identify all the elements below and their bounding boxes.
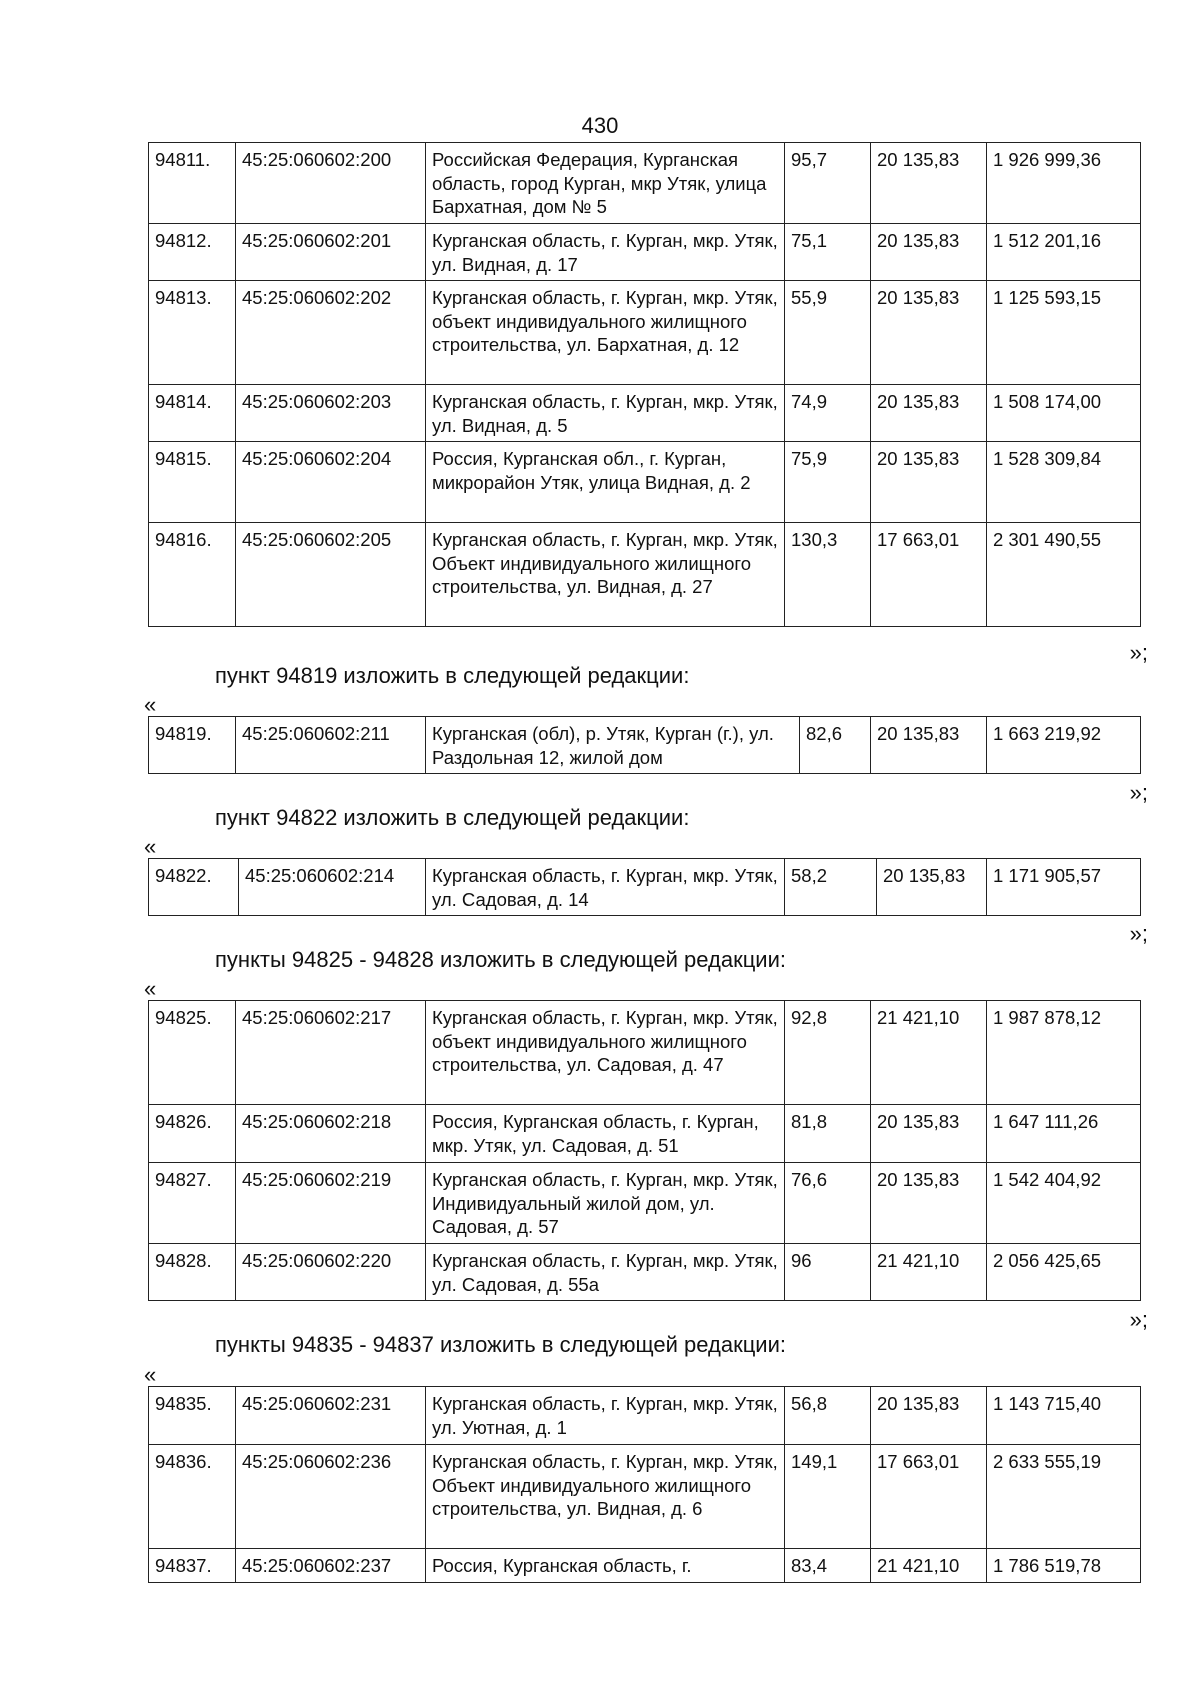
cadastral-value: 2 633 555,19	[987, 1445, 1141, 1549]
registry-table-1	[148, 142, 1141, 627]
address: Курганская область, г. Курган, мкр. Утяк, ул. Садовая, д. 55а	[426, 1244, 785, 1301]
address: Курганская область, г. Курган, мкр. Утяк, Индивидуальный жилой дом, ул. Садовая, д. 57	[426, 1163, 785, 1244]
cadastral-number: 45:25:060602:220	[236, 1244, 426, 1301]
area: 74,9	[785, 385, 871, 442]
address: Курганская область, г. Курган, мкр. Утяк, Объект индивидуального жилищного строительства, ул. Видная, д. 27	[426, 523, 785, 627]
cadastral-number: 45:25:060602:204	[236, 442, 426, 523]
table-row	[149, 1163, 1141, 1244]
cadastral-value: 1 786 519,78	[987, 1549, 1141, 1583]
table-row	[149, 1244, 1141, 1301]
row-number: 94819.	[149, 717, 236, 774]
closing-quote: »;	[1129, 1307, 1148, 1332]
unit-price: 17 663,01	[871, 523, 987, 627]
table-row	[149, 143, 1141, 224]
table-row	[149, 281, 1141, 385]
amendment-paragraph: пункт 94819 изложить в следующей редакции:	[215, 663, 690, 688]
registry-table-5	[148, 1386, 1141, 1583]
row-number: 94812.	[149, 224, 236, 281]
address: Россия, Курганская область, г. Курган, мкр. Утяк, ул. Садовая, д. 51	[426, 1105, 785, 1163]
cadastral-value: 2 301 490,55	[987, 523, 1141, 627]
cadastral-value: 1 542 404,92	[987, 1163, 1141, 1244]
row-number: 94836.	[149, 1445, 236, 1549]
area: 56,8	[785, 1387, 871, 1445]
cadastral-value: 2 056 425,65	[987, 1244, 1141, 1301]
cadastral-value: 1 528 309,84	[987, 442, 1141, 523]
area: 83,4	[785, 1549, 871, 1583]
cadastral-value: 1 125 593,15	[987, 281, 1141, 385]
table-row	[149, 1387, 1141, 1445]
row-number: 94837.	[149, 1549, 236, 1583]
amendment-paragraph: пункты 94825 - 94828 изложить в следующей редакции:	[215, 947, 787, 972]
cadastral-number: 45:25:060602:211	[236, 717, 426, 774]
table-row	[149, 859, 1141, 916]
table-row	[149, 1105, 1141, 1163]
row-number: 94825.	[149, 1001, 236, 1105]
opening-quote: «	[144, 976, 157, 1001]
row-number: 94811.	[149, 143, 236, 224]
registry-table-3	[148, 858, 1141, 916]
amendment-paragraph: пункт 94822 изложить в следующей редакции:	[215, 805, 690, 830]
area: 149,1	[785, 1445, 871, 1549]
row-number: 94816.	[149, 523, 236, 627]
address: Курганская область, г. Курган, мкр. Утяк, ул. Садовая, д. 14	[426, 859, 785, 916]
address: Россия, Курганская область, г.	[426, 1549, 785, 1583]
row-number: 94814.	[149, 385, 236, 442]
table-row	[149, 1445, 1141, 1549]
area: 96	[785, 1244, 871, 1301]
unit-price: 20 135,83	[871, 442, 987, 523]
cadastral-value: 1 663 219,92	[987, 717, 1141, 774]
table-row	[149, 717, 1141, 774]
table-row	[149, 1001, 1141, 1105]
unit-price: 21 421,10	[871, 1549, 987, 1583]
closing-quote: »;	[1129, 921, 1148, 946]
closing-quote: »;	[1129, 640, 1148, 665]
registry-table-4	[148, 1000, 1141, 1301]
cadastral-value: 1 508 174,00	[987, 385, 1141, 442]
row-number: 94822.	[149, 859, 239, 916]
address: Россия, Курганская обл., г. Курган, микрорайон Утяк, улица Видная, д. 2	[426, 442, 785, 523]
unit-price: 21 421,10	[871, 1001, 987, 1105]
cadastral-number: 45:25:060602:218	[236, 1105, 426, 1163]
unit-price: 21 421,10	[871, 1244, 987, 1301]
cadastral-number: 45:25:060602:200	[236, 143, 426, 224]
area: 58,2	[785, 859, 877, 916]
address: Российская Федерация, Курганская область, город Курган, мкр Утяк, улица Бархатная, дом № 5	[426, 143, 785, 224]
unit-price: 17 663,01	[871, 1445, 987, 1549]
area: 82,6	[800, 717, 871, 774]
unit-price: 20 135,83	[871, 281, 987, 385]
unit-price: 20 135,83	[871, 1105, 987, 1163]
area: 75,9	[785, 442, 871, 523]
area: 55,9	[785, 281, 871, 385]
unit-price: 20 135,83	[877, 859, 987, 916]
area: 95,7	[785, 143, 871, 224]
address: Курганская область, г. Курган, мкр. Утяк, ул. Видная, д. 5	[426, 385, 785, 442]
opening-quote: «	[144, 692, 157, 717]
cadastral-value: 1 926 999,36	[987, 143, 1141, 224]
cadastral-number: 45:25:060602:205	[236, 523, 426, 627]
unit-price: 20 135,83	[871, 224, 987, 281]
cadastral-value: 1 512 201,16	[987, 224, 1141, 281]
cadastral-number: 45:25:060602:237	[236, 1549, 426, 1583]
address: Курганская область, г. Курган, мкр. Утяк, объект индивидуального жилищного строительства, ул. Садовая, д. 47	[426, 1001, 785, 1105]
amendment-paragraph: пункты 94835 - 94837 изложить в следующей редакции:	[215, 1332, 787, 1357]
table-row	[149, 1549, 1141, 1583]
table-row	[149, 442, 1141, 523]
address: Курганская область, г. Курган, мкр. Утяк, объект индивидуального жилищного строительства, ул. Бархатная, д. 12	[426, 281, 785, 385]
row-number: 94827.	[149, 1163, 236, 1244]
opening-quote: «	[144, 834, 157, 859]
closing-quote: »;	[1129, 780, 1148, 805]
area: 81,8	[785, 1105, 871, 1163]
address: Курганская область, г. Курган, мкр. Утяк, ул. Уютная, д. 1	[426, 1387, 785, 1445]
cadastral-number: 45:25:060602:231	[236, 1387, 426, 1445]
row-number: 94828.	[149, 1244, 236, 1301]
cadastral-number: 45:25:060602:217	[236, 1001, 426, 1105]
unit-price: 20 135,83	[871, 143, 987, 224]
area: 75,1	[785, 224, 871, 281]
area: 92,8	[785, 1001, 871, 1105]
cadastral-number: 45:25:060602:219	[236, 1163, 426, 1244]
row-number: 94826.	[149, 1105, 236, 1163]
registry-table-2	[148, 716, 1141, 774]
unit-price: 20 135,83	[871, 1163, 987, 1244]
row-number: 94813.	[149, 281, 236, 385]
cadastral-value: 1 171 905,57	[987, 859, 1141, 916]
cadastral-number: 45:25:060602:203	[236, 385, 426, 442]
area: 130,3	[785, 523, 871, 627]
address: Курганская область, г. Курган, мкр. Утяк, Объект индивидуального жилищного строительства, ул. Видная, д. 6	[426, 1445, 785, 1549]
cadastral-number: 45:25:060602:236	[236, 1445, 426, 1549]
address: Курганская область, г. Курган, мкр. Утяк, ул. Видная, д. 17	[426, 224, 785, 281]
cadastral-value: 1 647 111,26	[987, 1105, 1141, 1163]
cadastral-value: 1 143 715,40	[987, 1387, 1141, 1445]
table-row	[149, 385, 1141, 442]
address: Курганская (обл), р. Утяк, Курган (г.), ул. Раздольная 12, жилой дом	[426, 717, 800, 774]
row-number: 94835.	[149, 1387, 236, 1445]
unit-price: 20 135,83	[871, 1387, 987, 1445]
table-row	[149, 523, 1141, 627]
area: 76,6	[785, 1163, 871, 1244]
opening-quote: «	[144, 1362, 157, 1387]
cadastral-number: 45:25:060602:202	[236, 281, 426, 385]
table-row	[149, 224, 1141, 281]
cadastral-number: 45:25:060602:201	[236, 224, 426, 281]
page-number: 430	[581, 113, 619, 138]
cadastral-value: 1 987 878,12	[987, 1001, 1141, 1105]
unit-price: 20 135,83	[871, 385, 987, 442]
cadastral-number: 45:25:060602:214	[239, 859, 426, 916]
unit-price: 20 135,83	[871, 717, 987, 774]
row-number: 94815.	[149, 442, 236, 523]
